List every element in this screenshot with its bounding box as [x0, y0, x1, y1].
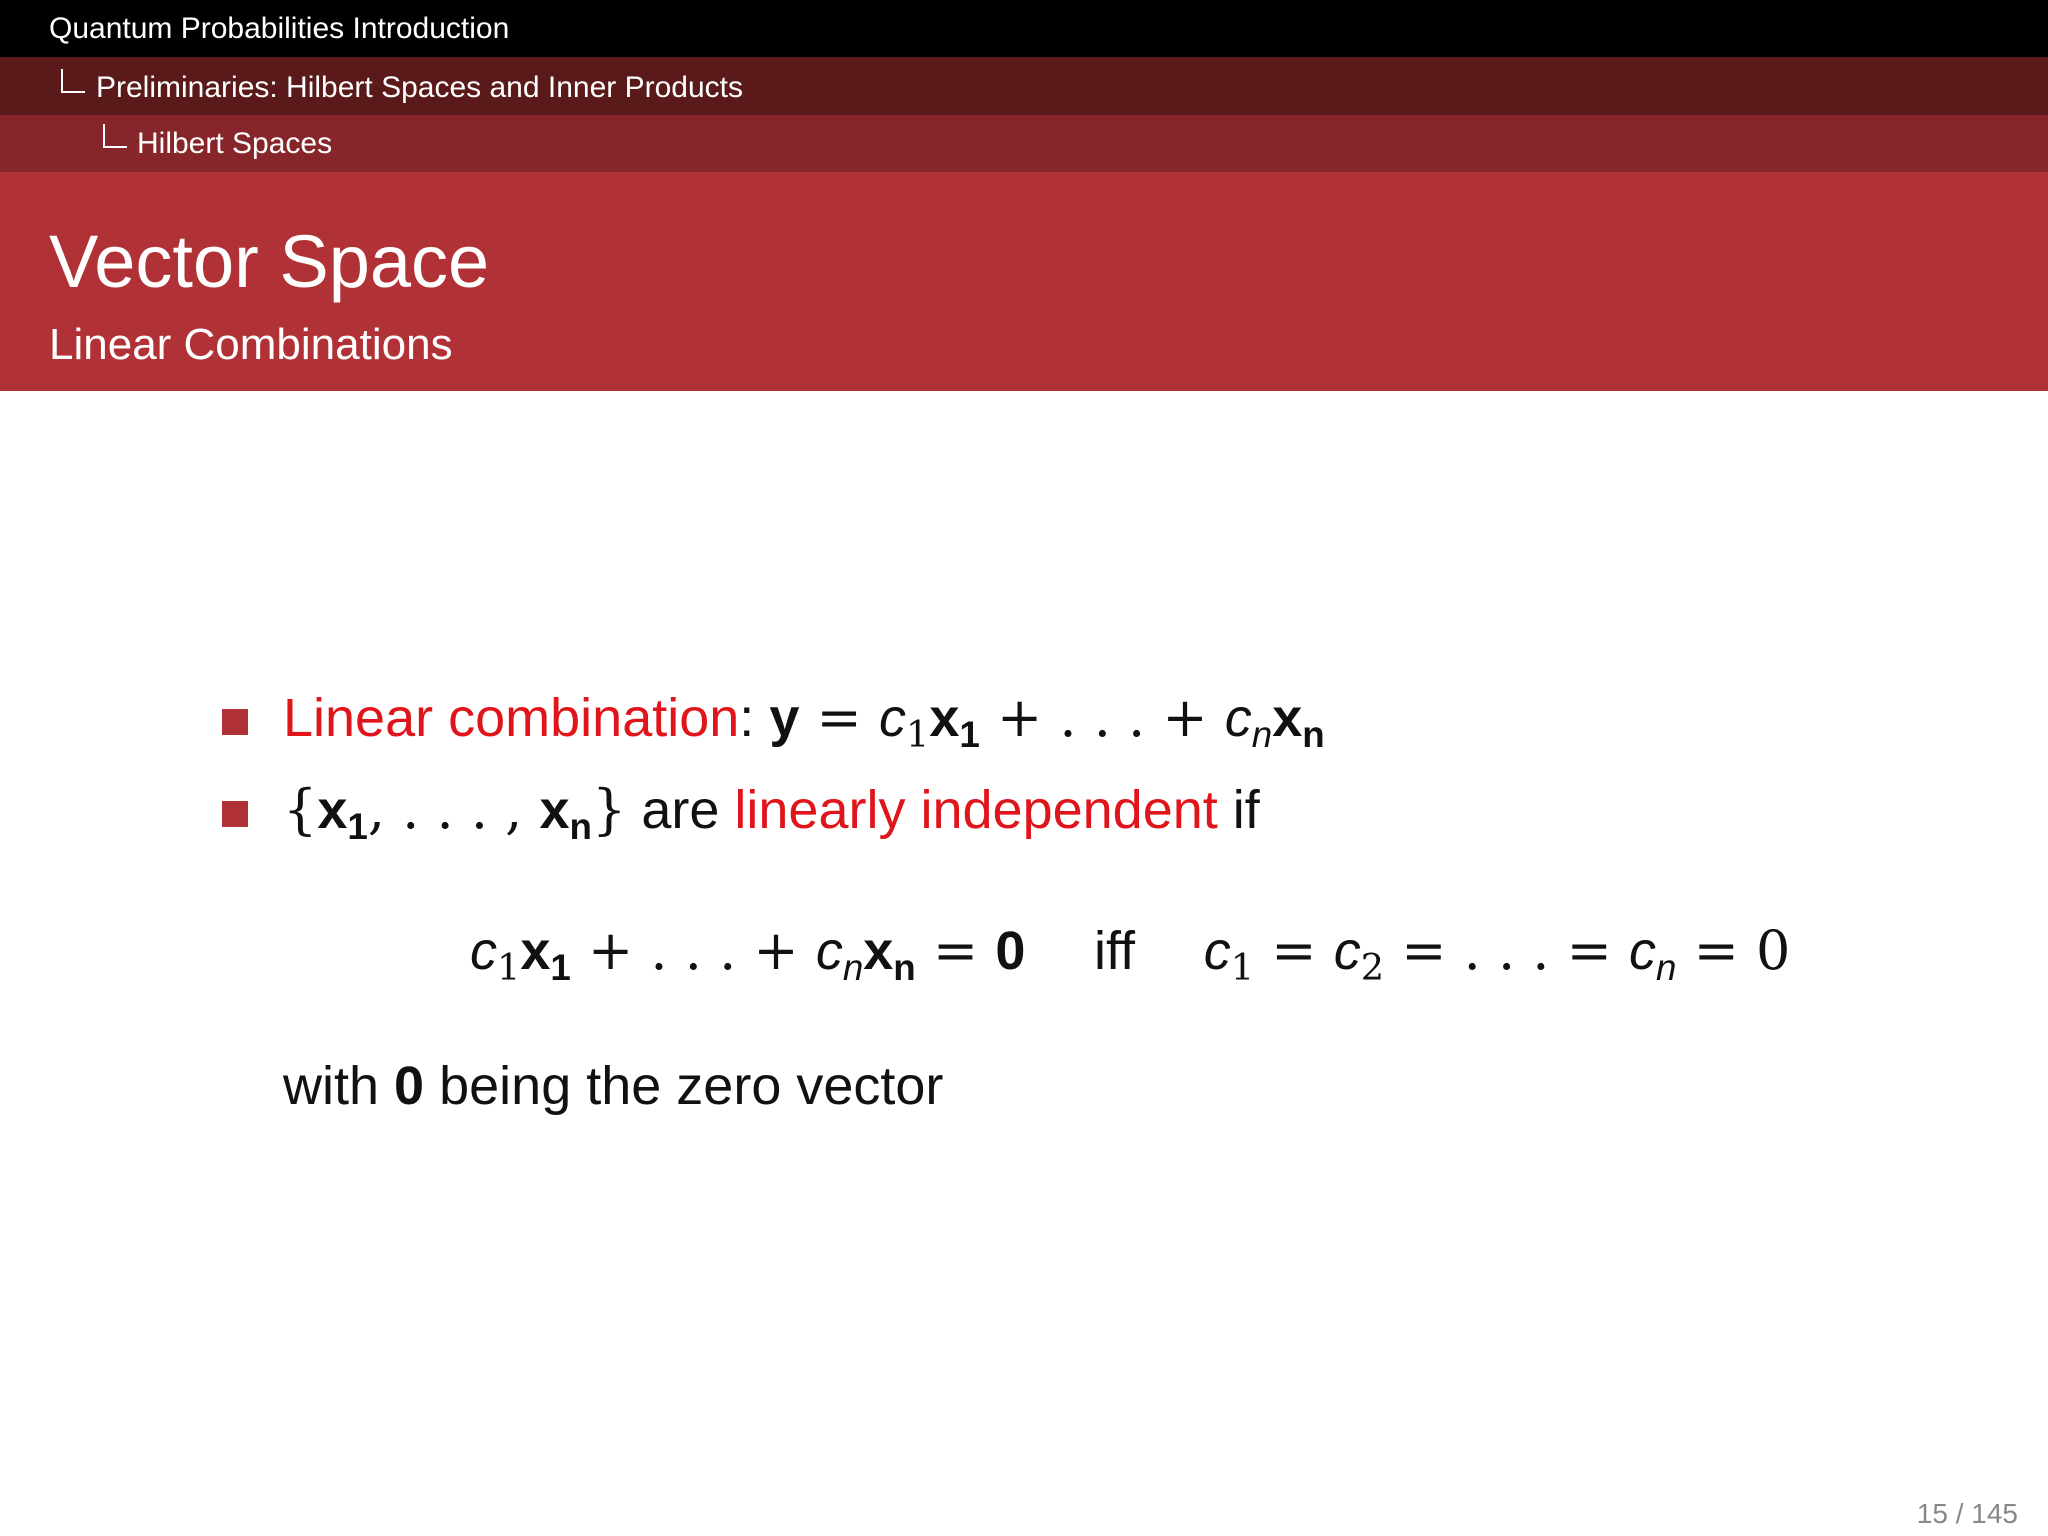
- term-linear-combination: Linear combination: [283, 688, 740, 748]
- iff-label: iff: [1094, 921, 1136, 981]
- slide-content: [0, 391, 2048, 1536]
- note-with: with: [283, 1056, 380, 1116]
- note-rest: being the zero vector: [439, 1056, 944, 1116]
- zero-vector-note: [283, 1055, 943, 1117]
- vector-set-formula: {$x_1$, . . . , $x_n$}: [283, 778, 627, 848]
- bullet-text: [283, 778, 1260, 848]
- nav-subsection-bar[interactable]: [0, 57, 2048, 115]
- linear-combination-formula: $y = c_1x_1$ + . . . + $c_nx_n$: [769, 686, 1325, 757]
- frame-title: Vector Space: [49, 220, 490, 303]
- nav-subsubsection-label[interactable]: Hilbert Spaces: [137, 127, 333, 160]
- square-bullet-icon: [222, 709, 248, 735]
- frame-title-band: [0, 172, 2048, 391]
- text-are: are: [641, 780, 720, 840]
- frame-subtitle: Linear Combinations: [49, 320, 453, 369]
- square-bullet-icon: [222, 801, 248, 827]
- tree-connector-icon: [61, 69, 85, 93]
- tree-connector-icon: [103, 124, 127, 148]
- text-if: if: [1232, 780, 1260, 840]
- nav-section-bar[interactable]: [0, 0, 2048, 57]
- nav-section-label[interactable]: Quantum Probabilities Introduction: [49, 12, 510, 45]
- page-number: 15 / 145: [1916, 1498, 2018, 1529]
- note-zero: 0: [394, 1056, 425, 1116]
- bullet-text: [283, 686, 1325, 757]
- term-linearly-independent: linearly independent: [734, 780, 1218, 840]
- independence-equation: $c_1x_1$ + . . . + $c_nx_n = 0$ iff $c_1 = c_2$ = . . . = $c_n = 0$: [470, 919, 1791, 990]
- nav-subsection-label[interactable]: Preliminaries: Hilbert Spaces and Inner Products: [96, 71, 743, 104]
- term-colon: :: [739, 688, 755, 748]
- nav-subsubsection-bar[interactable]: [0, 115, 2048, 172]
